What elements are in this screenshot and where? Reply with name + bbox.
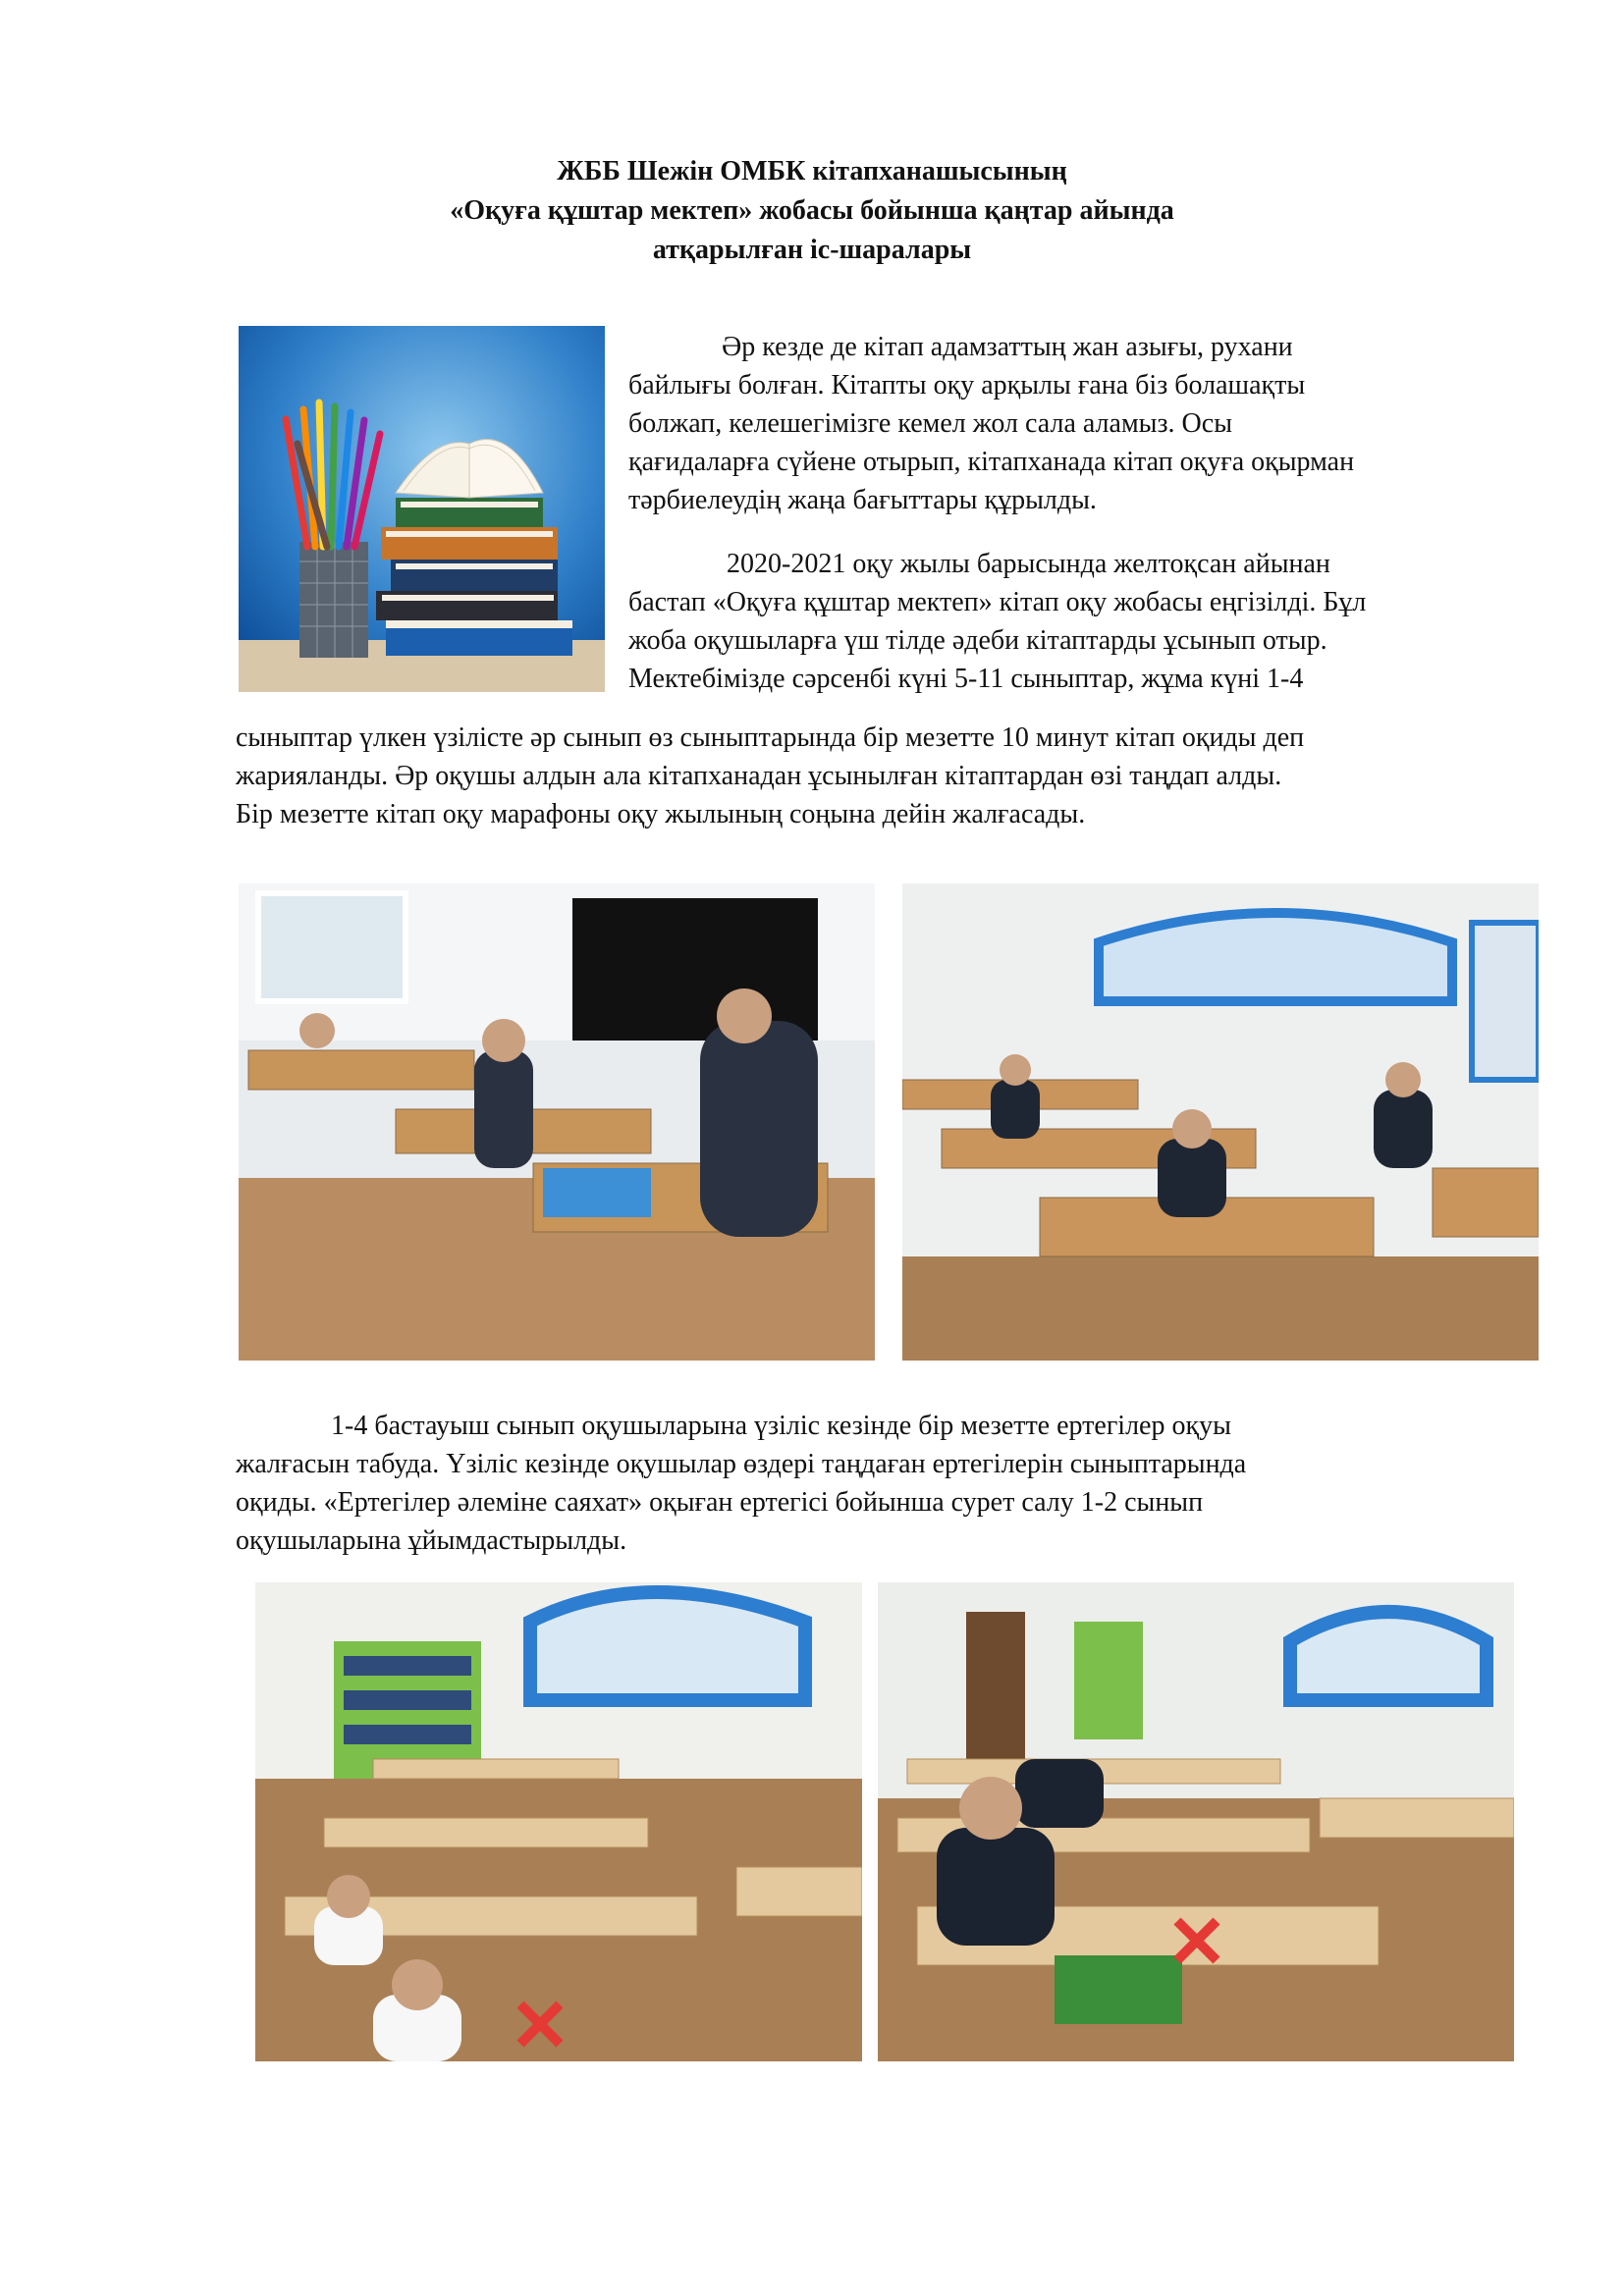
classroom-photo-4 xyxy=(878,1582,1514,2061)
books-illustration xyxy=(239,326,605,692)
title-line-2: «Оқуға құштар мектеп» жобасы бойынша қаңтар айында xyxy=(450,195,1174,226)
paragraph-fairy-tales xyxy=(236,1407,1246,1560)
text-line: 1-4 бастауыш сынып оқушыларына үзіліс кезінде бір мезетте ертегілер оқуы xyxy=(331,1411,1231,1441)
paragraph-project-lines-2 xyxy=(236,719,1304,833)
text-line: оқиды. «Ертегілер әлеміне саяхат» оқыған ертегісі бойынша сурет салу 1-2 сынып xyxy=(236,1487,1204,1518)
title-line-1: ЖББ Шежін ОМБК кітапханашысының xyxy=(557,156,1067,187)
text-line: Әр кезде де кітап адамзаттың жан азығы, рухани xyxy=(722,332,1293,362)
document-title xyxy=(0,152,1624,270)
text-line: оқушыларына ұйымдастырылды. xyxy=(236,1525,627,1556)
paragraph-project-lines-1 xyxy=(628,545,1366,698)
text-line: байлығы болған. Кітапты оқу арқылы ғана біз болашақты xyxy=(628,370,1306,400)
text-line: жоба оқушыларға үш тілде әдеби кітаптарды ұсынып отыр. xyxy=(628,625,1327,656)
text-line: тәрбиелеудің жаңа бағыттары құрылды. xyxy=(628,485,1097,515)
text-line: қағидаларға сүйене отырып, кітапханада кітап оқуға оқырман xyxy=(628,447,1355,477)
classroom-photo-1 xyxy=(239,883,875,1361)
text-line: Мектебімізде сәрсенбі күні 5-11 сыныптар, жұма күні 1-4 xyxy=(628,664,1304,694)
title-line-3: атқарылған іс-шаралары xyxy=(652,235,972,265)
text-line: жарияланды. Әр оқушы алдын ала кітапханадан ұсынылған кітаптардан өзі таңдап алды. xyxy=(236,761,1282,791)
classroom-photo-2 xyxy=(902,883,1539,1361)
text-line: болжап, келешегімізге кемел жол сала аламыз. Осы xyxy=(628,408,1233,439)
text-line: бастап «Оқуға құштар мектеп» кітап оқу жобасы еңгізілді. Бұл xyxy=(628,587,1367,617)
classroom-photo-3 xyxy=(255,1582,862,2061)
text-line: Бір мезетте кітап оқу марафоны оқу жылының соңына дейін жалғасады. xyxy=(236,799,1086,829)
text-line: сыныптар үлкен үзілісте әр сынып өз сыныптарында бір мезетте 10 минут кітап оқиды деп xyxy=(236,722,1305,753)
text-line: 2020-2021 оқу жылы барысында желтоқсан айынан xyxy=(727,549,1330,579)
text-line: жалғасын табуда. Үзіліс кезінде оқушылар өздері таңдаған ертегілерін сыныптарында xyxy=(236,1449,1247,1479)
paragraph-intro-lines-1 xyxy=(628,328,1354,519)
